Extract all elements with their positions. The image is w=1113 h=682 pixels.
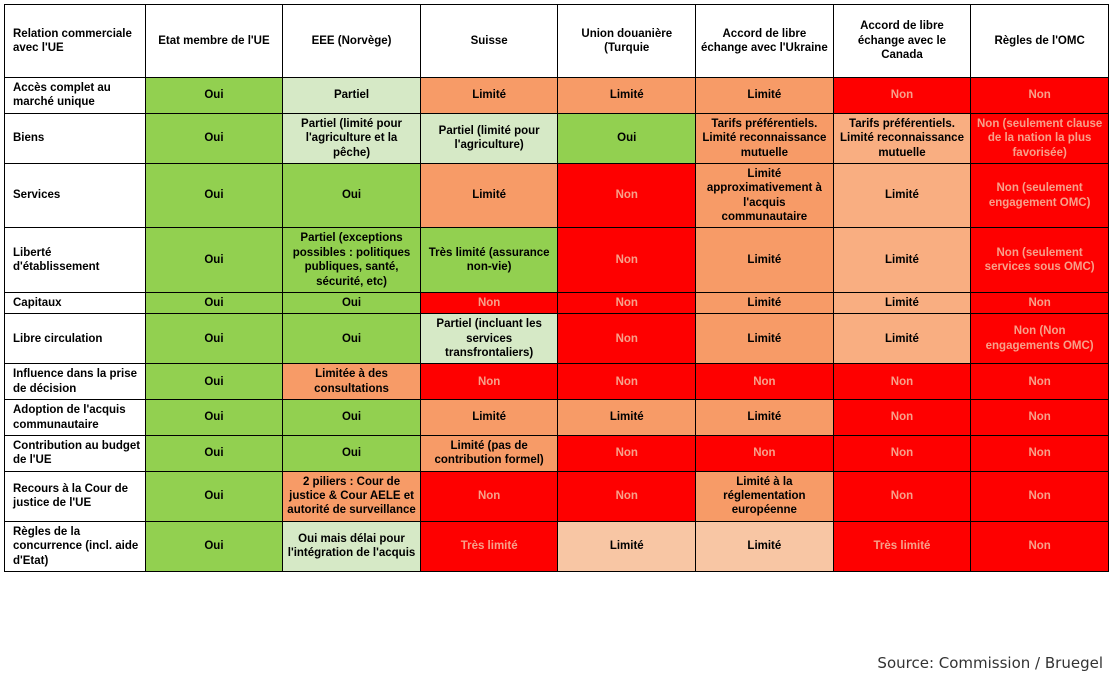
table-cell: Très limité: [833, 521, 971, 571]
table-row: [5, 521, 1109, 571]
table-cell: Oui: [145, 521, 283, 571]
row-label: Biens: [5, 113, 146, 163]
table-corner-header: Relation commerciale avec l'UE: [5, 5, 146, 78]
table-cell: Limité: [833, 292, 971, 313]
table-cell: Non: [971, 364, 1109, 400]
comparison-table: [4, 4, 1109, 572]
table-cell: Non: [420, 292, 558, 313]
table-cell: Non: [833, 471, 971, 521]
table-cell: Non: [558, 163, 696, 228]
table-cell: Non: [971, 471, 1109, 521]
table-cell: Non: [558, 471, 696, 521]
table-row: [5, 78, 1109, 114]
row-label: Capitaux: [5, 292, 146, 313]
table-cell: Oui: [283, 292, 421, 313]
table-cell: Oui: [145, 314, 283, 364]
table-cell: Oui: [145, 113, 283, 163]
table-cell: Limité: [696, 314, 834, 364]
table-cell: Tarifs préférentiels. Limité reconnaissance mutuelle: [696, 113, 834, 163]
column-header: Suisse: [420, 5, 558, 78]
table-cell: Limité approximativement à l'acquis communautaire: [696, 163, 834, 228]
table-cell: Tarifs préférentiels. Limité reconnaissance mutuelle: [833, 113, 971, 163]
table-row: [5, 292, 1109, 313]
table-cell: Limité: [833, 228, 971, 293]
table-cell: Partiel: [283, 78, 421, 114]
table-cell: Limité: [696, 521, 834, 571]
source-caption: Source: Commission / Bruegel: [877, 654, 1103, 672]
table-cell: Oui: [145, 435, 283, 471]
table-cell: Oui mais délai pour l'intégration de l'acquis: [283, 521, 421, 571]
table-cell: Limité: [696, 78, 834, 114]
table-row: [5, 228, 1109, 293]
table-cell: Non: [971, 400, 1109, 436]
column-header: Règles de l'OMC: [971, 5, 1109, 78]
row-label: Services: [5, 163, 146, 228]
table-cell: Très limité (assurance non-vie): [420, 228, 558, 293]
table-cell: Limité: [696, 292, 834, 313]
table-cell: Oui: [283, 163, 421, 228]
row-label: Libre circulation: [5, 314, 146, 364]
column-header: Accord de libre échange avec l'Ukraine: [696, 5, 834, 78]
table-cell: Oui: [558, 113, 696, 163]
table-cell: Non: [971, 435, 1109, 471]
table-cell: Oui: [145, 364, 283, 400]
table-cell: 2 piliers : Cour de justice & Cour AELE et autorité de surveillance: [283, 471, 421, 521]
table-cell: Partiel (limité pour l'agriculture et la pêche): [283, 113, 421, 163]
table-header: [5, 5, 1109, 78]
table-cell: Non: [833, 435, 971, 471]
table-cell: Limité: [420, 163, 558, 228]
table-row: [5, 400, 1109, 436]
table-cell: Non: [558, 228, 696, 293]
row-label: Contribution au budget de l'UE: [5, 435, 146, 471]
table-cell: Limité: [833, 163, 971, 228]
table-cell: Oui: [145, 228, 283, 293]
table-cell: Non (Non engagements OMC): [971, 314, 1109, 364]
table-cell: Limité: [558, 400, 696, 436]
column-header: Etat membre de l'UE: [145, 5, 283, 78]
table-cell: Limité (pas de contribution formel): [420, 435, 558, 471]
table-cell: Non: [833, 78, 971, 114]
table-body: [5, 78, 1109, 572]
table-cell: Partiel (limité pour l'agriculture): [420, 113, 558, 163]
table-cell: Non: [971, 521, 1109, 571]
table-cell: Oui: [283, 314, 421, 364]
table-cell: Oui: [145, 292, 283, 313]
table-row: [5, 435, 1109, 471]
table-cell: Non: [833, 400, 971, 436]
table-cell: Non: [558, 292, 696, 313]
table-cell: Non: [558, 435, 696, 471]
table-cell: Oui: [283, 400, 421, 436]
table-cell: Non: [420, 364, 558, 400]
table-cell: Oui: [145, 400, 283, 436]
table-cell: Limité: [558, 521, 696, 571]
table-cell: Oui: [145, 471, 283, 521]
table-cell: Limité: [558, 78, 696, 114]
table-cell: Très limité: [420, 521, 558, 571]
table-cell: Limité: [833, 314, 971, 364]
table-cell: Non: [558, 364, 696, 400]
table-cell: Non: [558, 314, 696, 364]
table-cell: Non: [696, 364, 834, 400]
table-cell: Non: [971, 292, 1109, 313]
table-row: [5, 163, 1109, 228]
table-cell: Limité: [696, 400, 834, 436]
table-cell: Limitée à des consultations: [283, 364, 421, 400]
table-row: [5, 471, 1109, 521]
column-header: Accord de libre échange avec le Canada: [833, 5, 971, 78]
row-label: Adoption de l'acquis communautaire: [5, 400, 146, 436]
row-label: Règles de la concurrence (incl. aide d'Etat): [5, 521, 146, 571]
row-label: Recours à la Cour de justice de l'UE: [5, 471, 146, 521]
table-cell: Partiel (exceptions possibles : politiques publiques, santé, sécurité, etc): [283, 228, 421, 293]
row-label: Influence dans la prise de décision: [5, 364, 146, 400]
table-cell: Non: [420, 471, 558, 521]
table-cell: Non (seulement services sous OMC): [971, 228, 1109, 293]
table-cell: Non: [696, 435, 834, 471]
table-cell: Oui: [145, 163, 283, 228]
row-label: Liberté d'établissement: [5, 228, 146, 293]
table-cell: Non (seulement clause de la nation la plus favorisée): [971, 113, 1109, 163]
column-header: Union douanière (Turquie: [558, 5, 696, 78]
table-row: [5, 113, 1109, 163]
table-cell: Limité: [696, 228, 834, 293]
table-cell: Oui: [283, 435, 421, 471]
table-cell: Non: [971, 78, 1109, 114]
table-cell: Non: [833, 364, 971, 400]
table-cell: Limité à la réglementation européenne: [696, 471, 834, 521]
table-cell: Non (seulement engagement OMC): [971, 163, 1109, 228]
table-cell: Partiel (incluant les services transfrontaliers): [420, 314, 558, 364]
row-label: Accès complet au marché unique: [5, 78, 146, 114]
table-cell: Limité: [420, 400, 558, 436]
column-header: EEE (Norvège): [283, 5, 421, 78]
table-row: [5, 314, 1109, 364]
table-row: [5, 364, 1109, 400]
table-cell: Oui: [145, 78, 283, 114]
header-row: [5, 5, 1109, 78]
table-cell: Limité: [420, 78, 558, 114]
